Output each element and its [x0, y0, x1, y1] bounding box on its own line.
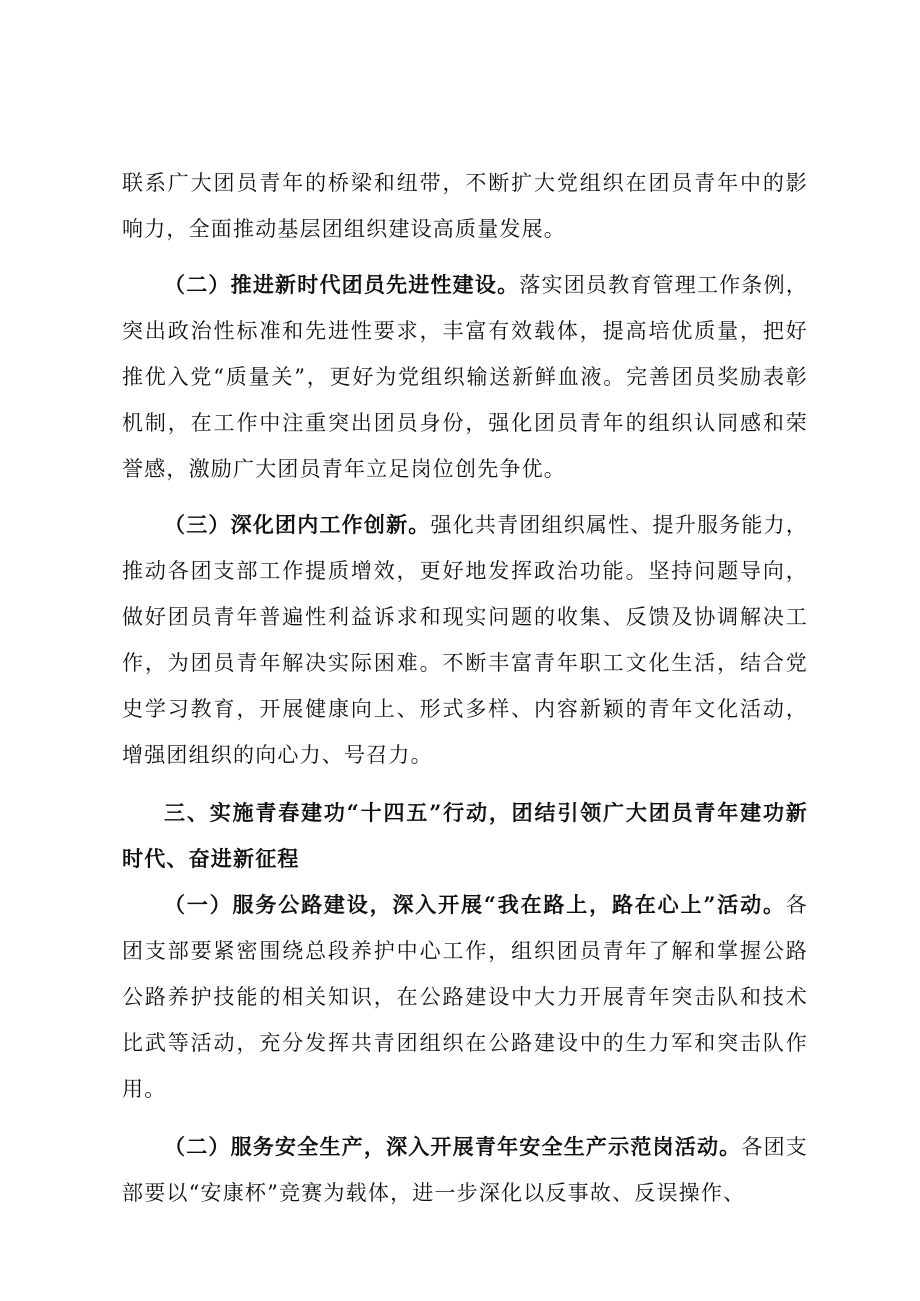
paragraph-lead: （一）服务公路建设，深入开展“我在路上，路在心上”活动。: [164, 892, 786, 917]
paragraph-body: 各团支部要以“安康杯”竞赛为载体，进一步深化以反事故、反误操作、: [122, 1135, 808, 1205]
paragraph-continued: [122, 160, 808, 252]
document-body: [122, 160, 808, 1216]
paragraph-body: 各团支部要紧密围绕总段养护中心工作，组织团员青年了解和掌握公路公路养护技能的相关知识，在公路建设中大力开展青年突击队和技术比武等活动，充分发挥共青团组织在公路建设中的生力军和突击队作用。: [122, 893, 808, 1101]
section-heading-3: 三、实施青春建功“十四五”行动，团结引领广大团员青年建功新时代、奋进新征程: [122, 800, 808, 871]
paragraph-work-innovation: [122, 502, 808, 778]
paragraph-lead: （二）推进新时代团员先进性建设。: [164, 272, 520, 297]
paragraph-body: 落实团员教育管理工作条例，突出政治性标准和先进性要求，丰富有效载体，提高培优质量，把好推优入党“质量关”，更好为党组织输送新鲜血液。完善团员奖励表彰机制，在工作中注重突出团员身份，强化团员青年的组织认同感和荣誉感，激励广大团员青年立足岗位创先争优。: [122, 273, 808, 481]
paragraph-lead: （三）深化团内工作创新。: [164, 512, 431, 537]
paragraph-road-construction: [122, 882, 808, 1112]
paragraph-lead: （二）服务安全生产，深入开展青年安全生产示范岗活动。: [164, 1134, 742, 1159]
paragraph-safety-production: [122, 1124, 808, 1216]
paragraph-member-advancement: [122, 262, 808, 492]
paragraph-body: 联系广大团员青年的桥梁和纽带，不断扩大党组织在团员青年中的影响力，全面推动基层团组织建设高质量发展。: [122, 171, 808, 241]
paragraph-body: 强化共青团组织属性、提升服务能力，推动各团支部工作提质增效，更好地发挥政治功能。坚持问题导向，做好团员青年普遍性利益诉求和现实问题的收集、反馈及协调解决工作，为团员青年解决实际困难。不断丰富青年职工文化生活，结合党史学习教育，开展健康向上、形式多样、内容新颖的青年文化活动，增强团组织的向心力、号召力。: [122, 513, 808, 767]
